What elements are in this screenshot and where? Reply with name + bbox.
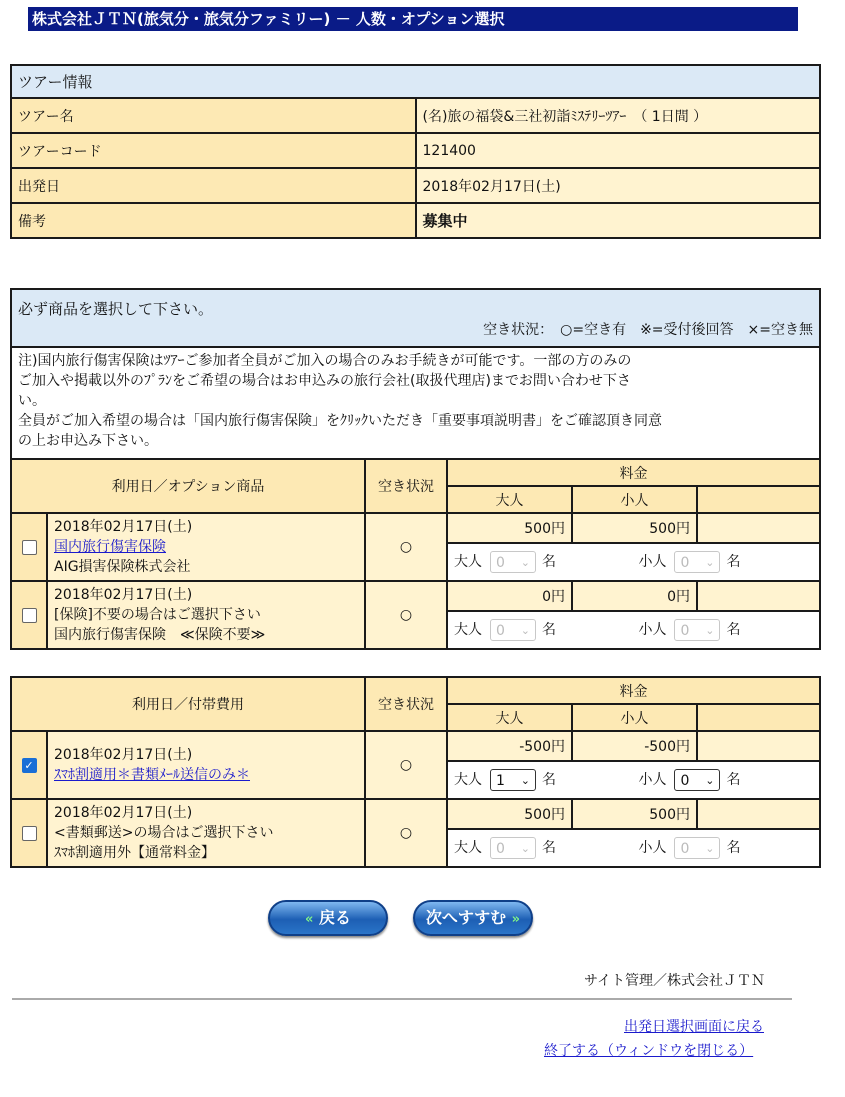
fee-date: 2018年02月17日(土) bbox=[54, 747, 193, 763]
child-qty-select[interactable]: 0 ⌄ bbox=[674, 837, 720, 859]
tour-info-header: ツアー情報 bbox=[11, 65, 820, 98]
qty-adult-label: 大人 bbox=[454, 840, 482, 856]
child-price: 500円 bbox=[572, 513, 697, 543]
fees-adult-header: 大人 bbox=[447, 704, 572, 731]
qty-child-label: 小人 bbox=[638, 772, 667, 788]
remarks-value: 募集中 bbox=[416, 203, 821, 238]
option-date: 2018年02月17日(土) bbox=[54, 519, 193, 535]
qty-child-label: 小人 bbox=[638, 622, 667, 638]
select-message: 必ず商品を選択して下さい。 bbox=[18, 300, 214, 318]
child-price: 0円 bbox=[572, 581, 697, 611]
departure-select-link[interactable]: 出発日選択画面に戻る bbox=[624, 1019, 764, 1035]
availability-mark: ○ bbox=[365, 799, 447, 867]
child-price: 500円 bbox=[572, 799, 697, 829]
tour-code-label: ツアーコード bbox=[11, 133, 416, 168]
availability-mark: ○ bbox=[365, 581, 447, 649]
notice-line: ご加入や掲載以外のﾌﾟﾗﾝをご希望の場合はお申込みの旅行会社(取扱代理店)までお問い合わせ下さ bbox=[18, 373, 631, 389]
qty-unit: 名 bbox=[542, 840, 556, 856]
notice-line: 注)国内旅行傷害保険はﾂｱｰご参加者全員がご加入の場合のみお手続きが可能です。一部の方のみの bbox=[18, 353, 632, 369]
tour-name-label: ツアー名 bbox=[11, 98, 416, 133]
options-child-header: 小人 bbox=[572, 486, 697, 513]
options-availability-header: 空き状況 bbox=[365, 459, 447, 513]
qty-adult-label: 大人 bbox=[454, 554, 482, 570]
availability-mark: ○ bbox=[365, 513, 447, 581]
qty-unit: 名 bbox=[726, 772, 741, 788]
option-desc: [保険]不要の場合はご選択下さい bbox=[54, 607, 261, 623]
close-window-link[interactable]: 終了する（ウィンドウを閉じる） bbox=[544, 1043, 754, 1059]
options-table bbox=[10, 458, 821, 650]
qty-adult-label: 大人 bbox=[454, 622, 482, 638]
fees-availability-header: 空き状況 bbox=[365, 677, 447, 731]
tour-name-value: (名)旅の福袋&三社初詣ﾐｽﾃﾘｰﾂｱｰ （ 1日間 ） bbox=[416, 98, 821, 133]
adult-qty-select[interactable]: 0 ⌄ bbox=[490, 837, 536, 859]
table-row bbox=[11, 513, 820, 543]
qty-unit: 名 bbox=[726, 554, 741, 570]
fee-desc: ｽﾏﾎ割適用外【通常料金】 bbox=[54, 845, 215, 861]
fee-date: 2018年02月17日(土) bbox=[54, 805, 193, 821]
next-button[interactable]: 次へすすむ » bbox=[413, 900, 533, 936]
notice-line: の上お申込み下さい。 bbox=[18, 433, 158, 449]
departure-date-label: 出発日 bbox=[11, 168, 416, 203]
availability-legend: 空き状況： ○=空き有 ※=受付後回答 ×=空き無 bbox=[483, 322, 813, 338]
table-row bbox=[11, 731, 820, 761]
table-row bbox=[11, 168, 820, 203]
qty-child-label: 小人 bbox=[638, 840, 667, 856]
qty-unit: 名 bbox=[726, 622, 741, 638]
options-item-header: 利用日／オプション商品 bbox=[11, 459, 365, 513]
option-date: 2018年02月17日(土) bbox=[54, 587, 193, 603]
adult-price: -500円 bbox=[447, 731, 572, 761]
fees-fee-header: 料金 bbox=[447, 677, 820, 704]
fee-desc: <書類郵送>の場合はご選択下さい bbox=[54, 825, 274, 841]
qty-adult-label: 大人 bbox=[454, 772, 482, 788]
fees-child-header: 小人 bbox=[572, 704, 697, 731]
child-qty-select[interactable]: 0 ⌄ bbox=[674, 769, 720, 791]
remarks-label: 備考 bbox=[11, 203, 416, 238]
child-qty-select[interactable]: 0 ⌄ bbox=[674, 551, 720, 573]
back-arrow-icon: « bbox=[305, 912, 314, 927]
insurance-link[interactable]: 国内旅行傷害保険 bbox=[54, 539, 166, 555]
options-adult-header: 大人 bbox=[447, 486, 572, 513]
page-title: 株式会社ＪＴＮ(旅気分・旅気分ファミリー) － 人数・オプション選択 bbox=[28, 7, 798, 31]
options-fee-header: 料金 bbox=[447, 459, 820, 486]
child-qty-select[interactable]: 0 ⌄ bbox=[674, 619, 720, 641]
departure-date-value: 2018年02月17日(土) bbox=[416, 168, 821, 203]
adult-qty-select[interactable]: 1 ⌄ bbox=[490, 769, 536, 791]
insurance-notice bbox=[12, 348, 819, 469]
notice-line: 全員がご加入希望の場合は「国内旅行傷害保険」をｸﾘｯｸいただき「重要事項説明書」をご確認頂き同意 bbox=[18, 413, 662, 429]
divider bbox=[12, 998, 792, 1000]
option-checkbox[interactable] bbox=[22, 608, 37, 623]
notice-header bbox=[12, 290, 819, 348]
fees-table bbox=[10, 676, 821, 868]
smartphone-discount-link[interactable]: ｽﾏﾎ割適用＊書類ﾒｰﾙ送信のみ＊ bbox=[54, 767, 250, 783]
adult-price: 500円 bbox=[447, 799, 572, 829]
child-price: -500円 bbox=[572, 731, 697, 761]
qty-child-label: 小人 bbox=[638, 554, 667, 570]
notice-line: い。 bbox=[18, 393, 46, 409]
table-row bbox=[11, 133, 820, 168]
back-button[interactable]: « 戻る bbox=[268, 900, 388, 936]
tour-info-table bbox=[10, 64, 821, 239]
adult-qty-select[interactable]: 0 ⌄ bbox=[490, 551, 536, 573]
option-provider: AIG損害保険株式会社 bbox=[54, 559, 191, 575]
qty-unit: 名 bbox=[542, 772, 556, 788]
fees-item-header: 利用日／付帯費用 bbox=[11, 677, 365, 731]
qty-unit: 名 bbox=[542, 622, 556, 638]
availability-mark: ○ bbox=[365, 731, 447, 799]
table-row bbox=[11, 799, 820, 829]
qty-unit: 名 bbox=[726, 840, 741, 856]
adult-price: 0円 bbox=[447, 581, 572, 611]
adult-price: 500円 bbox=[447, 513, 572, 543]
tour-code-value: 121400 bbox=[416, 133, 821, 168]
fee-checkbox[interactable]: ✓ bbox=[22, 758, 37, 773]
table-row bbox=[11, 203, 820, 238]
qty-unit: 名 bbox=[542, 554, 556, 570]
notice-box bbox=[10, 288, 821, 469]
table-row bbox=[11, 581, 820, 611]
option-checkbox[interactable] bbox=[22, 540, 37, 555]
option-desc: 国内旅行傷害保険 ≪保険不要≫ bbox=[54, 627, 266, 643]
fee-checkbox[interactable] bbox=[22, 826, 37, 841]
next-arrow-icon: » bbox=[511, 912, 521, 927]
site-admin: サイト管理／株式会社ＪＴＮ bbox=[584, 973, 766, 989]
table-row bbox=[11, 98, 820, 133]
adult-qty-select[interactable]: 0 ⌄ bbox=[490, 619, 536, 641]
